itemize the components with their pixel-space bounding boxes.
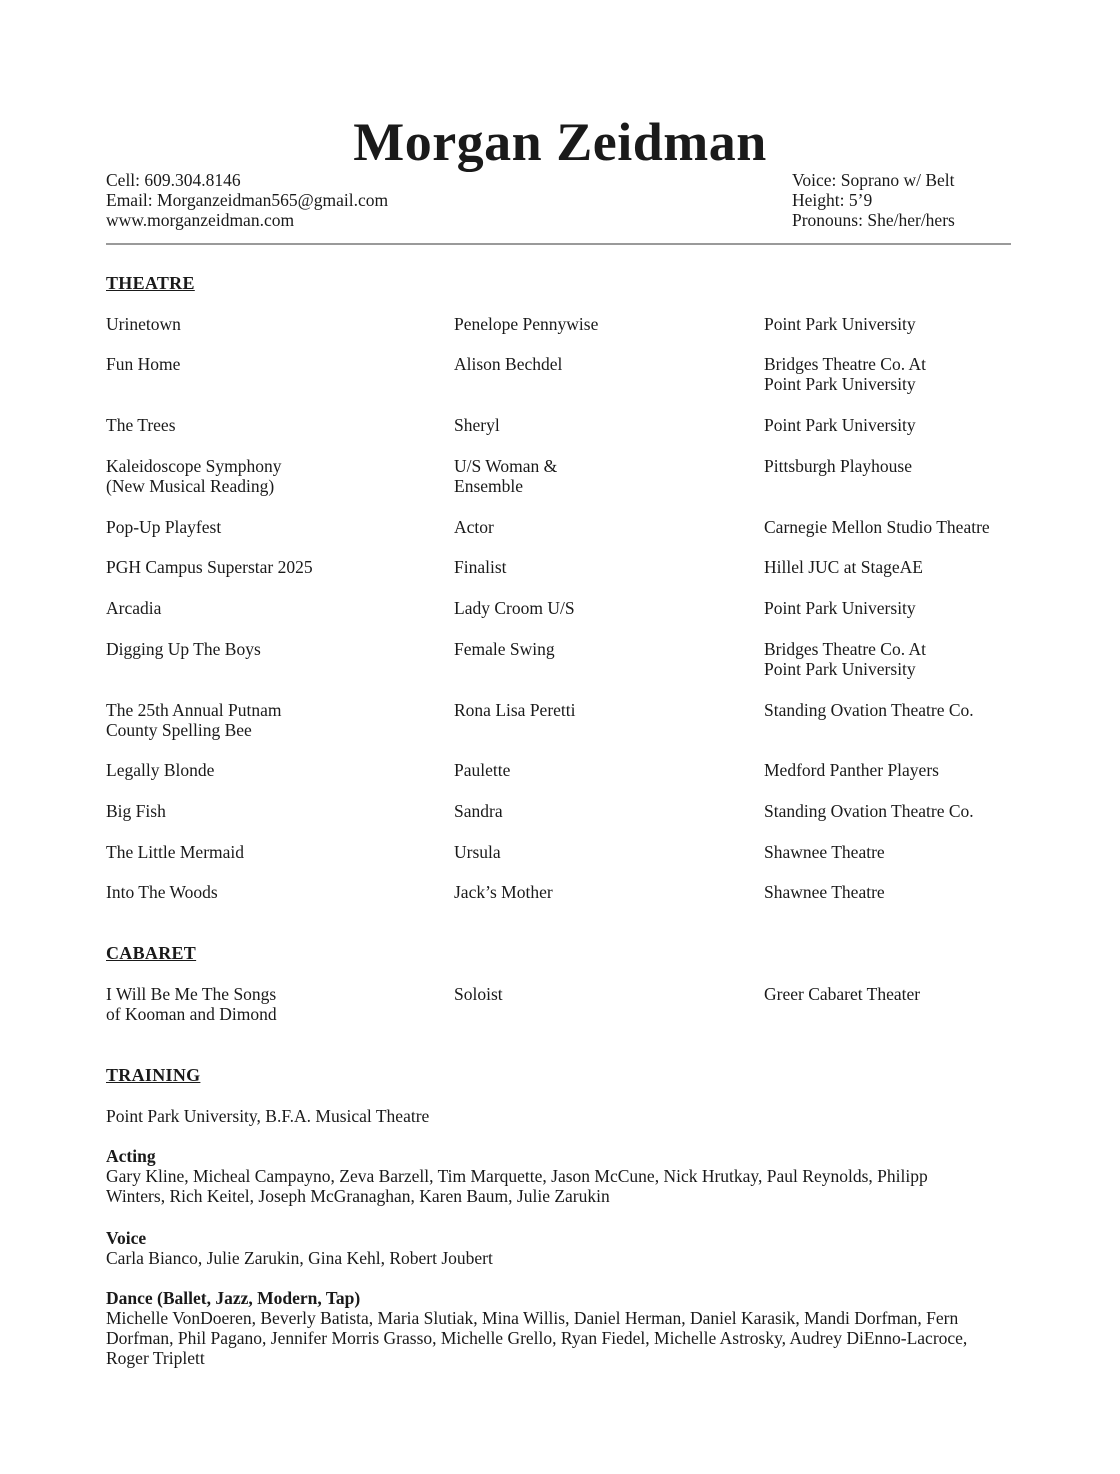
training-section-title: Acting [106,1146,156,1166]
show-title-line: (New Musical Reading) [106,476,275,496]
role-name [454,842,744,862]
training-section-title: Dance (Ballet, Jazz, Modern, Tap) [106,1288,361,1308]
show-title [106,700,436,740]
show-title-line: Arcadia [106,598,162,618]
role-name [454,517,744,537]
show-title [106,557,436,577]
role-name-line: Actor [454,517,494,537]
role-name-line: Alison Bechdel [454,354,563,374]
theatre-heading: THEATRE [106,273,195,293]
show-title-line: Into The Woods [106,882,218,902]
role-name [454,801,744,821]
show-title-line: Big Fish [106,801,166,821]
venue-name-line: Point Park University [764,598,916,618]
role-name-line: Sheryl [454,415,500,435]
show-title-line: I Will Be Me The Songs [106,984,277,1004]
venue-name-line: Point Park University [764,314,916,334]
show-title [106,456,436,496]
venue-name [764,354,1064,394]
venue-name-line: Standing Ovation Theatre Co. [764,801,974,821]
resume-name: Morgan Zeidman [353,112,767,172]
venue-name [764,557,1064,577]
role-name-line: Ensemble [454,476,524,496]
venue-name [764,415,1064,435]
venue-name-line: Standing Ovation Theatre Co. [764,700,974,720]
training-section-text: Carla Bianco, Julie Zarukin, Gina Kehl, Robert Joubert [106,1248,493,1268]
role-name [454,354,744,374]
cabaret-heading: CABARET [106,943,197,963]
role-name-line: Ursula [454,842,501,862]
venue-name-line: Bridges Theatre Co. At [764,639,927,659]
training-section-text: Dorfman, Phil Pagano, Jennifer Morris Grasso, Michelle Grello, Ryan Fiedel, Michelle Astrosky, Audrey DiEnno-Lacroce, [106,1328,968,1348]
show-title [106,842,436,862]
venue-name-line: Hillel JUC at StageAE [764,557,923,577]
role-name-line: Lady Croom U/S [454,598,575,618]
show-title [106,801,436,821]
venue-name [764,882,1064,902]
show-title [106,882,436,902]
venue-name [764,700,1064,720]
show-title-line: of Kooman and Dimond [106,1004,277,1024]
show-title [106,598,436,618]
venue-name [764,517,1064,537]
role-name-line: Soloist [454,984,503,1004]
venue-name [764,760,1064,780]
show-title [106,760,436,780]
header-divider [106,243,1011,245]
venue-name [764,598,1064,618]
role-name [454,557,744,577]
role-name [454,456,744,496]
venue-name [764,456,1064,476]
venue-name [764,314,1064,334]
training-section [106,1228,1026,1268]
role-name-line: Finalist [454,557,507,577]
personal-stats [792,170,955,230]
role-name-line: Female Swing [454,639,555,659]
venue-name [764,801,1064,821]
training-degree: Point Park University, B.F.A. Musical Theatre [106,1106,430,1126]
show-title-line: Legally Blonde [106,760,215,780]
venue-name-line: Carnegie Mellon Studio Theatre [764,517,990,537]
show-title [106,517,436,537]
show-title-line: PGH Campus Superstar 2025 [106,557,313,577]
venue-name-line: Point Park University [764,659,916,679]
show-title-line: Digging Up The Boys [106,639,261,659]
venue-name-line: Pittsburgh Playhouse [764,456,912,476]
show-title-line: Kaleidoscope Symphony [106,456,282,476]
venue-name-line: Shawnee Theatre [764,882,885,902]
training-section-title: Voice [106,1228,147,1248]
role-name [454,700,744,720]
venue-name-line: Point Park University [764,374,916,394]
role-name [454,882,744,902]
venue-name-line: Greer Cabaret Theater [764,984,921,1004]
training-section-text: Winters, Rich Keitel, Joseph McGranaghan, Karen Baum, Julie Zarukin [106,1186,610,1206]
role-name-line: Jack’s Mother [454,882,553,902]
venue-name-line: Medford Panther Players [764,760,939,780]
show-title-line: Urinetown [106,314,181,334]
show-title [106,314,436,334]
training-heading: TRAINING [106,1065,201,1085]
training-section-text: Roger Triplett [106,1348,205,1368]
role-name [454,760,744,780]
training-section [106,1146,1026,1206]
venue-name-line: Shawnee Theatre [764,842,885,862]
role-name [454,639,744,659]
show-title-line: The Little Mermaid [106,842,245,862]
venue-name [764,842,1064,862]
show-title [106,415,436,435]
venue-name-line: Bridges Theatre Co. At [764,354,927,374]
show-title-line: County Spelling Bee [106,720,252,740]
role-name [454,598,744,618]
email-address: Email: Morganzeidman565@gmail.com [106,190,389,210]
show-title [106,984,436,1024]
show-title-line: The Trees [106,415,176,435]
role-name [454,984,744,1004]
height: Height: 5’9 [792,190,873,210]
cell-phone: Cell: 609.304.8146 [106,170,241,190]
show-title [106,639,436,659]
show-title-line: Fun Home [106,354,181,374]
show-title-line: Pop-Up Playfest [106,517,222,537]
role-name-line: Penelope Pennywise [454,314,599,334]
role-name-line: Rona Lisa Peretti [454,700,576,720]
pronouns: Pronouns: She/her/hers [792,210,955,230]
training-section [106,1288,1026,1368]
role-name [454,314,744,334]
role-name-line: U/S Woman & [454,456,558,476]
show-title [106,354,436,374]
venue-name [764,639,1064,679]
website-link: www.morganzeidman.com [106,210,295,230]
contact-info [106,170,388,230]
role-name-line: Sandra [454,801,503,821]
role-name-line: Paulette [454,760,511,780]
training-section-text: Gary Kline, Micheal Campayno, Zeva Barzell, Tim Marquette, Jason McCune, Nick Hrutkay, Paul Reynolds, Philipp [106,1166,928,1186]
show-title-line: The 25th Annual Putnam [106,700,282,720]
role-name [454,415,744,435]
venue-name [764,984,1064,1004]
venue-name-line: Point Park University [764,415,916,435]
training-section-text: Michelle VonDoeren, Beverly Batista, Maria Slutiak, Mina Willis, Daniel Herman, Daniel Karasik, Mandi Dorfman, Fern [106,1308,959,1328]
voice-type: Voice: Soprano w/ Belt [792,170,955,190]
